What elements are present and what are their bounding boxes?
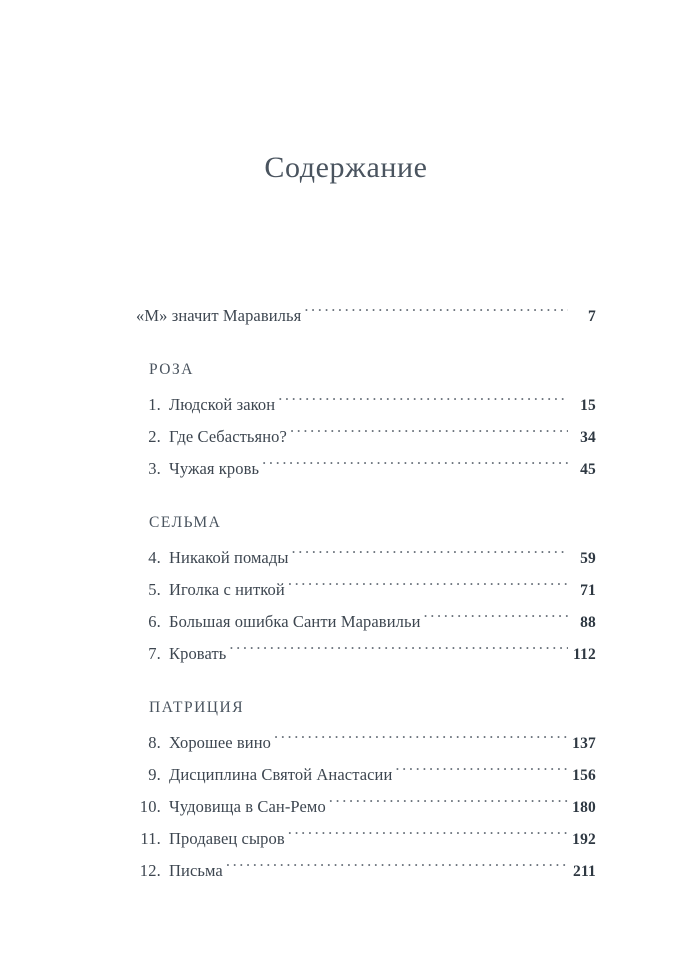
toc-entry-title: Иголка с ниткой — [169, 580, 285, 599]
toc-entry-number: 1. — [148, 395, 161, 414]
toc-entry[interactable] — [136, 300, 596, 332]
toc-entry-page-number: 180 — [572, 799, 596, 816]
toc-dot-leader — [424, 611, 568, 628]
toc-entry[interactable] — [136, 791, 596, 823]
toc-entry-page-number: 88 — [580, 614, 596, 631]
toc-entry-number: 11. — [140, 829, 161, 848]
toc-entry[interactable] — [136, 453, 596, 485]
toc-dot-leader — [274, 732, 568, 749]
toc-dot-leader — [395, 764, 568, 781]
toc-entry-number: 9. — [148, 765, 161, 784]
toc-entry-number: 4. — [148, 548, 161, 567]
toc-entry-page-number: 211 — [573, 863, 596, 880]
toc-entry-number: 3. — [148, 459, 161, 478]
toc-entry[interactable] — [136, 542, 596, 574]
toc-dot-leader — [304, 305, 568, 322]
toc-entry-title: «М» значит Маравилья — [136, 306, 302, 325]
toc-section-heading: СЕЛЬМА — [149, 514, 222, 531]
toc-entry-title: Большая ошибка Санти Маравильи — [169, 612, 421, 631]
toc-entry-title: Письма — [169, 861, 223, 880]
toc-entry-page-number: 34 — [580, 429, 596, 446]
toc-entry[interactable] — [136, 823, 596, 855]
toc-entry-title: Дисциплина Святой Анастасии — [169, 765, 393, 784]
toc-entry-number: 6. — [148, 612, 161, 631]
toc-list — [136, 300, 596, 887]
toc-entry-title: Людской закон — [169, 395, 276, 414]
toc-section-heading: ПАТРИЦИЯ — [149, 699, 245, 716]
toc-entry-number: 7. — [148, 644, 161, 663]
toc-entry-title: Хорошее вино — [169, 733, 272, 752]
toc-entry-title: Продавец сыров — [169, 829, 285, 848]
toc-entry[interactable] — [136, 759, 596, 791]
toc-dot-leader — [229, 643, 568, 660]
toc-dot-leader — [288, 828, 568, 845]
toc-entry-page-number: 59 — [580, 550, 596, 567]
toc-dot-leader — [292, 547, 568, 564]
toc-entry[interactable] — [136, 389, 596, 421]
toc-entry[interactable] — [136, 574, 596, 606]
toc-dot-leader — [262, 458, 568, 475]
toc-entry-page-number: 112 — [573, 646, 596, 663]
toc-entry[interactable] — [136, 421, 596, 453]
toc-entry-number: 10. — [139, 797, 161, 816]
toc-entry-page-number: 156 — [572, 767, 596, 784]
toc-entry-page-number: 71 — [580, 582, 596, 599]
toc-entry-page-number: 192 — [572, 831, 596, 848]
toc-entry[interactable] — [136, 638, 596, 670]
toc-entry-page-number: 137 — [572, 735, 596, 752]
toc-entry-number: 8. — [148, 733, 161, 752]
toc-entry-number: 5. — [148, 580, 161, 599]
toc-entry[interactable] — [136, 727, 596, 759]
toc-entry-title: Никакой помады — [169, 548, 289, 567]
toc-entry-title: Где Себастьяно? — [169, 427, 287, 446]
toc-section-heading: РОЗА — [149, 361, 194, 378]
toc-entry[interactable] — [136, 606, 596, 638]
toc-dot-leader — [290, 426, 568, 443]
page-title: Содержание — [264, 151, 428, 185]
toc-dot-leader — [288, 579, 568, 596]
toc-entry-page-number: 7 — [588, 308, 596, 325]
toc-entry-title: Чужая кровь — [169, 459, 260, 478]
toc-dot-leader — [278, 394, 568, 411]
toc-entry-number: 12. — [139, 861, 161, 880]
toc-entry[interactable] — [136, 855, 596, 887]
toc-dot-leader — [226, 860, 568, 877]
toc-entry-title: Кровать — [169, 644, 227, 663]
toc-entry-title: Чудовища в Сан-Ремо — [169, 797, 326, 816]
toc-dot-leader — [329, 796, 568, 813]
toc-entry-page-number: 15 — [580, 397, 596, 414]
toc-entry-number: 2. — [148, 427, 161, 446]
toc-entry-page-number: 45 — [580, 461, 596, 478]
